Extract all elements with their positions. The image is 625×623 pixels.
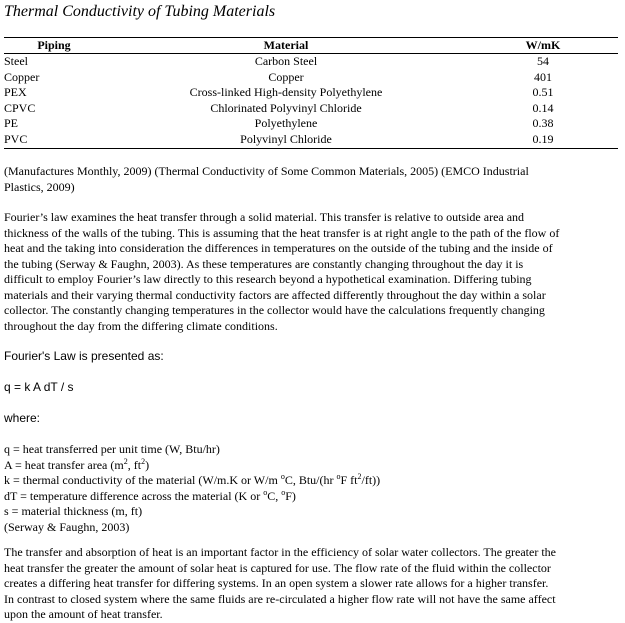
cell-material: Polyvinyl Chloride bbox=[104, 132, 468, 148]
cell-material: Chlorinated Polyvinyl Chloride bbox=[210, 100, 362, 115]
paragraph-heat-transfer bbox=[4, 545, 621, 623]
header-piping: Piping bbox=[4, 38, 104, 54]
paragraph-line: creates a differing heat transfer for differing systems. In an open system a slower rate allows for a higher transfer. bbox=[4, 576, 549, 590]
citation-line: Plastics, 2009) bbox=[4, 179, 75, 194]
cell-material: Carbon Steel bbox=[254, 54, 318, 68]
cell-wmk: 0.14 bbox=[532, 100, 554, 115]
where-label: where: bbox=[4, 411, 41, 425]
cell-wmk: 0.51 bbox=[532, 85, 554, 100]
page-title: Thermal Conductivity of Tubing Materials bbox=[4, 3, 276, 20]
cell-wmk: 401 bbox=[534, 69, 552, 84]
paragraph-line: upon the amount of heat transfer. bbox=[4, 607, 163, 621]
header-material: Material bbox=[104, 38, 468, 54]
cell-wmk: 54 bbox=[537, 54, 549, 68]
table-header-row bbox=[4, 38, 618, 54]
table-row bbox=[4, 116, 618, 132]
cell-material: Cross-linked High-density Polyethylene bbox=[189, 85, 383, 100]
paragraph-line: heat transfer the greater the amount of solar heat is captured for use. The flow rate of the fluid within the collector bbox=[4, 560, 551, 575]
citation bbox=[4, 164, 621, 195]
cell-wmk: 0.38 bbox=[532, 116, 554, 131]
cell-material: Polyethylene bbox=[254, 116, 318, 131]
formula: q = k A dT / s bbox=[4, 380, 74, 394]
definition-q: q = heat transferred per unit time (W, Btu/hr) bbox=[4, 442, 220, 456]
paragraph-line: In contrast to closed system where the same fluids are re-circulated a higher flow rate will not have the same affect bbox=[4, 591, 556, 606]
citation-line: (Manufactures Monthly, 2009) (Thermal Conductivity of Some Common Materials, 2005) (EMCO Industrial bbox=[4, 164, 529, 178]
definition-s: s = material thickness (m, ft) bbox=[4, 504, 143, 518]
table-row bbox=[4, 54, 618, 70]
cell-piping: PVC bbox=[4, 132, 104, 148]
definitions-source: (Serway & Faughn, 2003) bbox=[4, 519, 130, 534]
cell-piping: PE bbox=[4, 116, 19, 131]
table-row bbox=[4, 101, 618, 117]
paragraph-fourier bbox=[4, 210, 621, 334]
definition-a: A = heat transfer area ($m^2$, $ft^2$) bbox=[4, 456, 150, 472]
paragraph-line: throughout the day from the differing climate conditions. bbox=[4, 318, 278, 333]
definition-k: k = thermal conductivity of the material (W/m.K or W/m $^o$C, Btu/(hr $^o$F $ft^2/ft$)) bbox=[4, 472, 381, 487]
paragraph-line: Fourier’s law examines the heat transfer through a solid material. This transfer is relative to outside area and bbox=[4, 210, 525, 224]
cell-piping: Copper bbox=[4, 69, 40, 84]
cell-piping: CPVC bbox=[4, 100, 36, 115]
paragraph-line: the tubing (Serway & Faughn, 2003). As these temperatures are constantly changing throughout the day it is bbox=[4, 256, 524, 271]
definition-dt: dT = temperature difference across the material (K or $^o$C, $^o$F) bbox=[4, 487, 296, 503]
table-row bbox=[4, 132, 618, 148]
header-wmk: W/mK bbox=[468, 38, 618, 54]
paragraph-line: thickness of the walls of the tubing. This is assuming that the heat transfer is at right angle to the path of the flow of bbox=[4, 225, 560, 240]
paragraph-line: heat and the taking into consideration the differences in temperatures on the outside of the tubing and the inside of bbox=[4, 241, 553, 255]
cell-piping: PEX bbox=[4, 85, 27, 100]
cell-piping: Steel bbox=[4, 54, 28, 68]
fourier-intro: Fourier's Law is presented as: bbox=[4, 349, 164, 363]
table-row bbox=[4, 70, 618, 86]
paragraph-line: The transfer and absorption of heat is an important factor in the efficiency of solar water collectors. The greater the bbox=[4, 545, 556, 559]
conductivity-table bbox=[4, 38, 618, 149]
paragraph-line: difficult to employ Fourier’s law directly to this research beyond a hypothetical examination. Differing tubing bbox=[4, 272, 532, 286]
table-row bbox=[4, 85, 618, 101]
cell-wmk: 0.19 bbox=[468, 132, 618, 148]
definitions-list bbox=[4, 442, 621, 535]
cell-material: Copper bbox=[268, 69, 304, 84]
paragraph-line: materials and their varying thermal conductivity factors are affected differently throughout the day within a solar bbox=[4, 287, 546, 302]
paragraph-line: collector. The constantly changing temperatures in the collector would have the calculations frequently changing bbox=[4, 303, 545, 317]
